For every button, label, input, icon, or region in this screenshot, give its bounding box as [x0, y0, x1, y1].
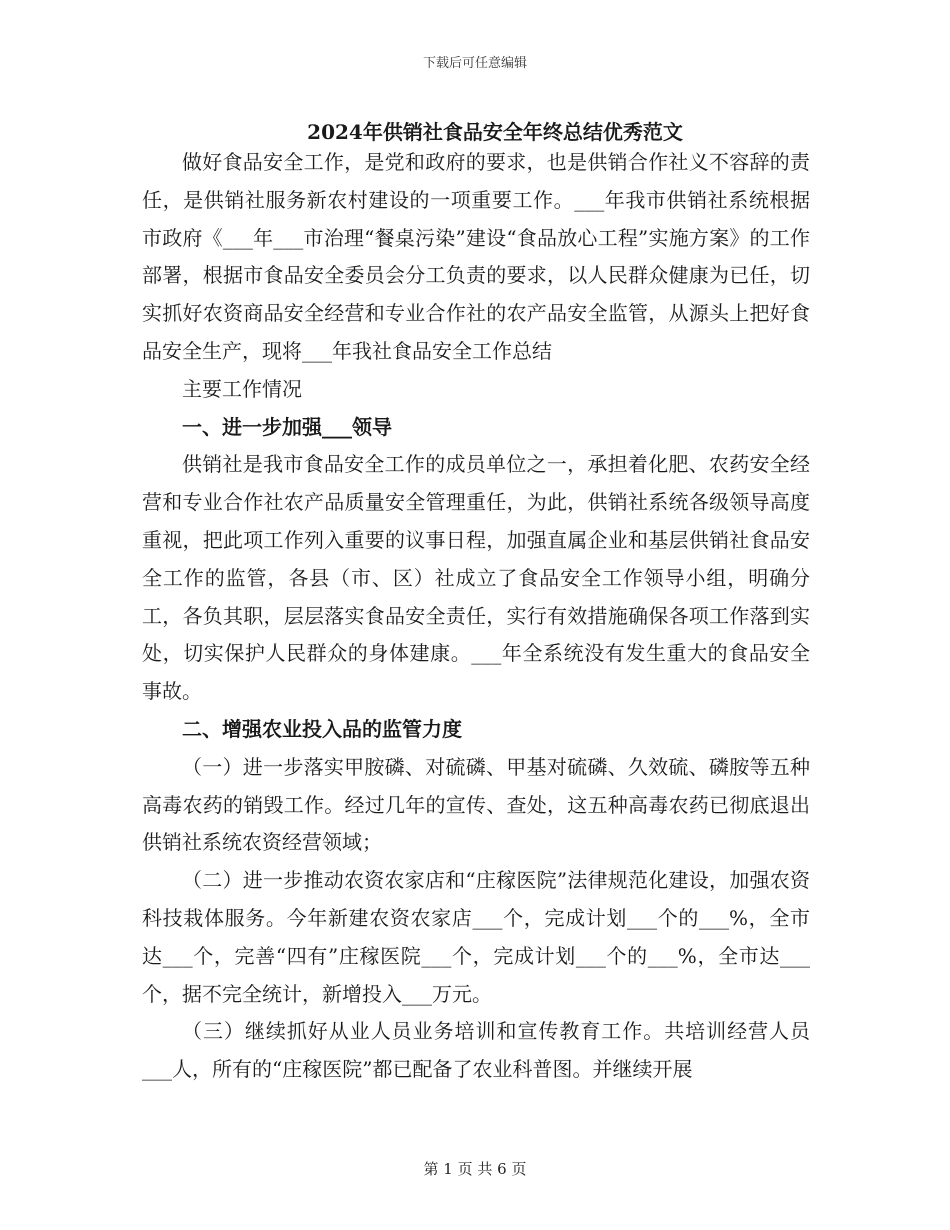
- paragraph-main-work: 主要工作情况: [182, 376, 302, 401]
- paragraph-intro: 做好食品安全工作，是党和政府的要求，也是供销合作社义不容辞的责任，是供销社服务新农村建设的一项重要工作。___年我市供销社系统根据市政府《___年___市治理“餐桌污染”建设“食品放心工程”实施方案》的工作部署，根据市食品安全委员会分工负责的要求，以人民群众健康为已任，切实抓好农资商品安全经营和专业合作社的农产品安全监管，从源头上把好食品安全生产，现将___年我社食品安全工作总结: [142, 150, 810, 363]
- heading-section-1: 一、进一步加强___领导: [182, 414, 392, 439]
- paragraph-section-1: 供销社是我市食品安全工作的成员单位之一，承担着化肥、农药安全经营和专业合作社农产品质量安全管理重任，为此，供销社系统各级领导高度重视，把此项工作列入重要的议事日程，加强直属企业和基层供销社食品安全工作的监管，各县（市、区）社成立了食品安全工作领导小组，明确分工，各负其职，层层落实食品安全责任，实行有效措施确保各项工作落到实处，切实保护人民群众的身体建康。___年全系统没有发生重大的食品安全事故。: [142, 452, 810, 704]
- paragraph-item-2: （二）进一步推动农资农家店和“庄稼医院”法律规范化建设，加强农资科技栽体服务。今年新建农资农家店___个，完成计划___个的___%，全市达___个，完善“四有”庄稼医院___个，完成计划___个的___%，全市达___个，据不完全统计，新增投入___万元。: [142, 868, 810, 1006]
- header-note: 下载后可任意编辑: [422, 56, 527, 71]
- paragraph-item-3: （三）继续抓好从业人员业务培训和宣传教育工作。共培训经营人员___人，所有的“庄稼医院”都已配备了农业科普图。并继续开展: [142, 1019, 810, 1082]
- page-footer: 第 1 页 共 6 页: [423, 1160, 527, 1178]
- heading-section-2: 二、增强农业投入品的监管力度: [182, 716, 462, 741]
- paragraph-item-1: （一）进一步落实甲胺磷、对硫磷、甲基对硫磷、久效硫、磷胺等五种高毒农药的销毁工作。经过几年的宣传、查处，这五种高毒农药已彻底退出供销社系统农资经营领域；: [142, 754, 810, 855]
- document-body: [142, 144, 810, 1089]
- document-title: 2024年供销社食品安全年终总结优秀范文: [307, 120, 683, 144]
